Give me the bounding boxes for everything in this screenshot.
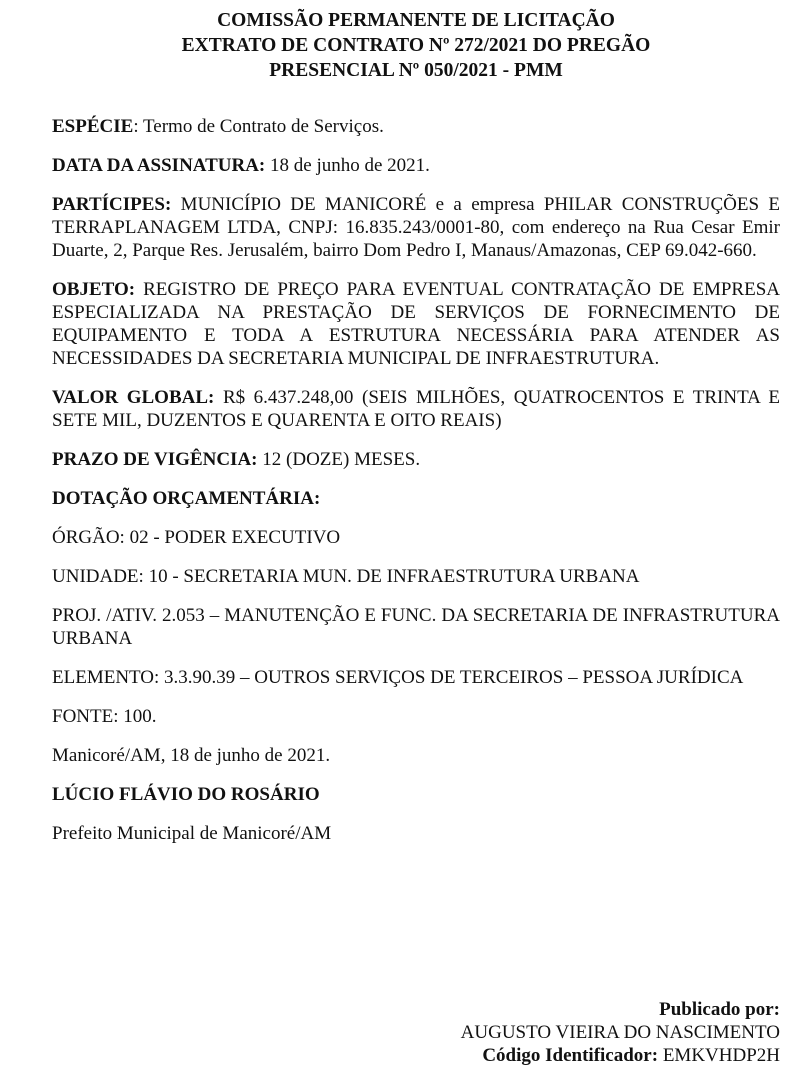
dotacao-label: DOTAÇÃO ORÇAMENTÁRIA: [52, 488, 321, 509]
objeto-label: OBJETO: [52, 279, 136, 300]
participes-paragraph [52, 193, 780, 262]
codigo-identificador [461, 1044, 780, 1067]
valor-global-label: VALOR GLOBAL: [52, 387, 215, 408]
signatario-cargo: Prefeito Municipal de Manicoré/AM [52, 823, 332, 844]
publicado-por-nome: AUGUSTO VIEIRA DO NASCIMENTO [460, 1022, 780, 1043]
especie-paragraph [52, 115, 780, 138]
signatario-nome: LÚCIO FLÁVIO DO ROSÁRIO [52, 784, 320, 805]
participes-value: MUNICÍPIO DE MANICORÉ e a empresa PHILAR CONSTRUÇÕES E TERRAPLANAGEM LTDA, CNPJ: 16.835.243/0001-80, com endereço na Rua Cesar Emir Duarte, 2, Parque Res. Jerusalém, bairro Dom Pedro I, Manaus/Amazonas, CEP 69.042-660. [52, 194, 780, 261]
header-line-2: EXTRATO DE CONTRATO Nº 272/2021 DO PREGÃO [181, 35, 651, 56]
objeto-paragraph [52, 278, 780, 370]
prazo-vigencia-paragraph [52, 448, 780, 471]
data-assinatura-paragraph [52, 154, 780, 177]
objeto-value: REGISTRO DE PREÇO PARA EVENTUAL CONTRATAÇÃO DE EMPRESA ESPECIALIZADA NA PRESTAÇÃO DE SERVIÇOS DE FORNECIMENTO DE EQUIPAMENTO E TODA A ESTRUTURA NECESSÁRIA PARA ATENDER AS NECESSIDADES DA SECRETARIA MUNICIPAL DE INFRAESTRUTURA. [52, 279, 780, 369]
data-assinatura-label: DATA DA ASSINATURA: [52, 155, 266, 176]
valor-global-value: R$ 6.437.248,00 (SEIS MILHÕES, QUATROCENTOS E TRINTA E SETE MIL, DUZENTOS E QUARENTA E OITO REAIS) [52, 387, 781, 431]
codigo-identificador-label: Código Identificador: [482, 1045, 659, 1066]
proj-ativ-paragraph: PROJ. /ATIV. 2.053 – MANUTENÇÃO E FUNC. DA SECRETARIA DE INFRASTRUTURA URBANA [52, 605, 780, 649]
header-line-1: COMISSÃO PERMANENTE DE LICITAÇÃO [217, 10, 615, 31]
valor-global-paragraph [52, 386, 780, 432]
dotacao-paragraph [52, 487, 780, 510]
fonte-paragraph: FONTE: 100. [52, 706, 157, 727]
header-line-3: PRESENCIAL Nº 050/2021 - PMM [269, 60, 563, 81]
prazo-vigencia-label: PRAZO DE VIGÊNCIA: [52, 449, 258, 470]
unidade-paragraph: UNIDADE: 10 - SECRETARIA MUN. DE INFRAESTRUTURA URBANA [52, 566, 640, 587]
elemento-paragraph: ELEMENTO: 3.3.90.39 – OUTROS SERVIÇOS DE TERCEIROS – PESSOA JURÍDICA [52, 667, 744, 688]
especie-label: ESPÉCIE [52, 116, 134, 137]
prazo-vigencia-value: 12 (DOZE) MESES. [257, 449, 421, 470]
codigo-identificador-value: EMKVHDP2H [658, 1045, 780, 1066]
document-page [52, 8, 780, 861]
local-data-paragraph: Manicoré/AM, 18 de junho de 2021. [52, 745, 331, 766]
publicado-por-label: Publicado por: [659, 999, 780, 1020]
publication-block [461, 998, 780, 1067]
data-assinatura-value: 18 de junho de 2021. [265, 155, 430, 176]
document-header [0, 8, 800, 83]
especie-value: : Termo de Contrato de Serviços. [133, 116, 384, 137]
participes-label: PARTÍCIPES: [52, 194, 172, 215]
orgao-paragraph: ÓRGÃO: 02 - PODER EXECUTIVO [52, 527, 341, 548]
